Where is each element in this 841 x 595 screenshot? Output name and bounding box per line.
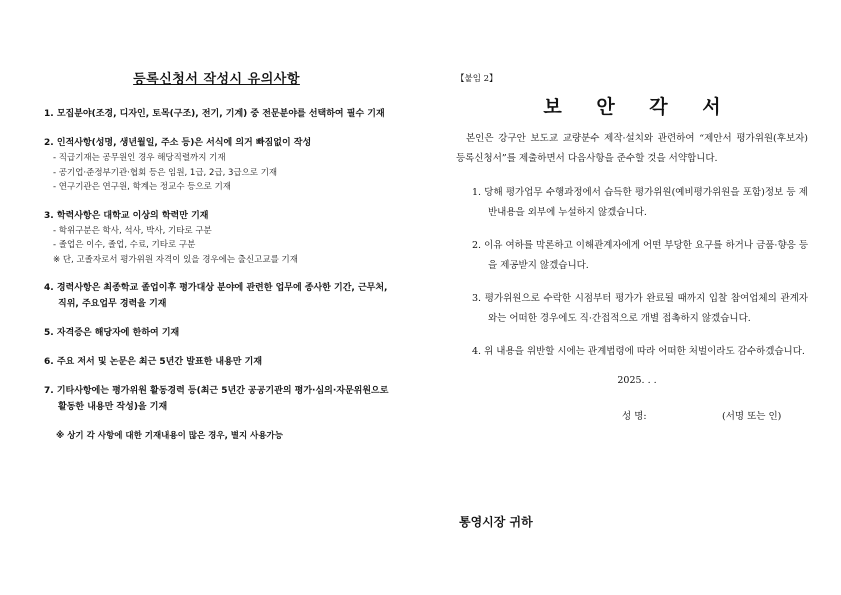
guideline-subitem: - 졸업은 이수, 졸업, 수료, 기타로 구분 <box>53 240 196 250</box>
guidelines-title: 등록신청서 작성시 유의사항 <box>133 72 300 87</box>
guideline-subitem: - 공기업·준정부기관·협회 등은 임원, 1급, 2급, 3급으로 기재 <box>53 167 278 178</box>
pledge-item: 4. 위 내용을 위반할 시에는 관계법령에 따라 어떠한 처벌이라도 감수하겠습니다. <box>472 346 805 357</box>
guideline-section <box>44 280 389 312</box>
guideline-heading: 6. 주요 저서 및 논문은 최근 5년간 발표한 내용만 기재 <box>44 357 263 367</box>
pledge-title: 보 안 각 서 <box>543 96 735 118</box>
guideline-note: ※ 단, 고졸자로서 평가위원 자격이 있을 경우에는 출신고교를 기재 <box>53 254 298 265</box>
pledge-date: 2025. . . <box>617 375 657 386</box>
name-label: 성 명: <box>622 411 647 422</box>
pledge-item: 3. 평가위원으로 수락한 시점부터 평가가 완료될 때까지 입찰 참여업체의 관계자와는 어떠한 경우에도 직·간접적으로 개별 접촉하지 않겠습니다. <box>472 293 808 324</box>
guideline-section <box>44 325 389 341</box>
guideline-subitem: - 직급기재는 공무원인 경우 해당직렬까지 기재 <box>53 153 226 163</box>
guideline-section <box>44 106 389 122</box>
security-pledge-column <box>456 72 808 424</box>
pledge-item: 2. 이유 여하를 막론하고 이해관계자에게 어떤 부당한 요구를 하거나 금품·향응 등을 제공받지 않겠습니다. <box>472 240 808 271</box>
signature-note: (서명 또는 인) <box>722 411 782 422</box>
guideline-heading: 4. 경력사항은 최종학교 졸업이후 평가대상 분야에 관련한 업무에 종사한 기간, 근무처, 직위, 주요업무 경력을 기재 <box>44 283 388 309</box>
guideline-heading: 5. 자격증은 해당자에 한하여 기재 <box>44 328 180 338</box>
guideline-subitem: - 학위구분은 학사, 석사, 박사, 기타로 구분 <box>53 225 212 236</box>
signature-line <box>456 408 808 424</box>
pledge-intro: 본인은 강구안 보도교 교량분수 제작·설치와 관련하여 “제안서 평가위원(후보자) 등록신청서”를 제출하면서 다음사항을 준수할 것을 서약합니다. <box>456 133 808 164</box>
guideline-section <box>44 383 389 415</box>
guideline-section <box>44 208 389 268</box>
guideline-heading: 2. 인적사항(성명, 생년월일, 주소 등)은 서식에 의거 빠짐없이 작성 <box>44 138 312 148</box>
guidelines-column <box>44 68 389 444</box>
guideline-section <box>44 135 389 195</box>
addressee: 통영시장 귀하 <box>459 515 533 529</box>
attachment-label: 【붙임 2】 <box>456 74 498 84</box>
guideline-subitem: - 연구기관은 연구원, 학계는 정교수 등으로 기재 <box>53 182 231 192</box>
guideline-section <box>44 354 389 370</box>
guideline-heading: 1. 모집분야(조경, 디자인, 토목(구조), 전기, 기계) 중 전문분야를 선택하여 필수 기재 <box>44 109 385 119</box>
pledge-items <box>456 183 808 362</box>
extra-sheet-note: ※ 상기 각 사항에 대한 기재내용이 많은 경우, 별지 사용가능 <box>56 431 283 441</box>
guideline-heading: 3. 학력사항은 대학교 이상의 학력만 기재 <box>44 210 209 221</box>
pledge-item: 1. 당해 평가업무 수행과정에서 습득한 평가위원(예비평가위원을 포함)정보 등 제반내용을 외부에 누설하지 않겠습니다. <box>472 187 808 218</box>
guideline-heading: 7. 기타사항에는 평가위원 활동경력 등(최근 5년간 공공기관의 평가·심의·자문위원으로 활동한 내용만 작성)을 기재 <box>44 386 389 412</box>
